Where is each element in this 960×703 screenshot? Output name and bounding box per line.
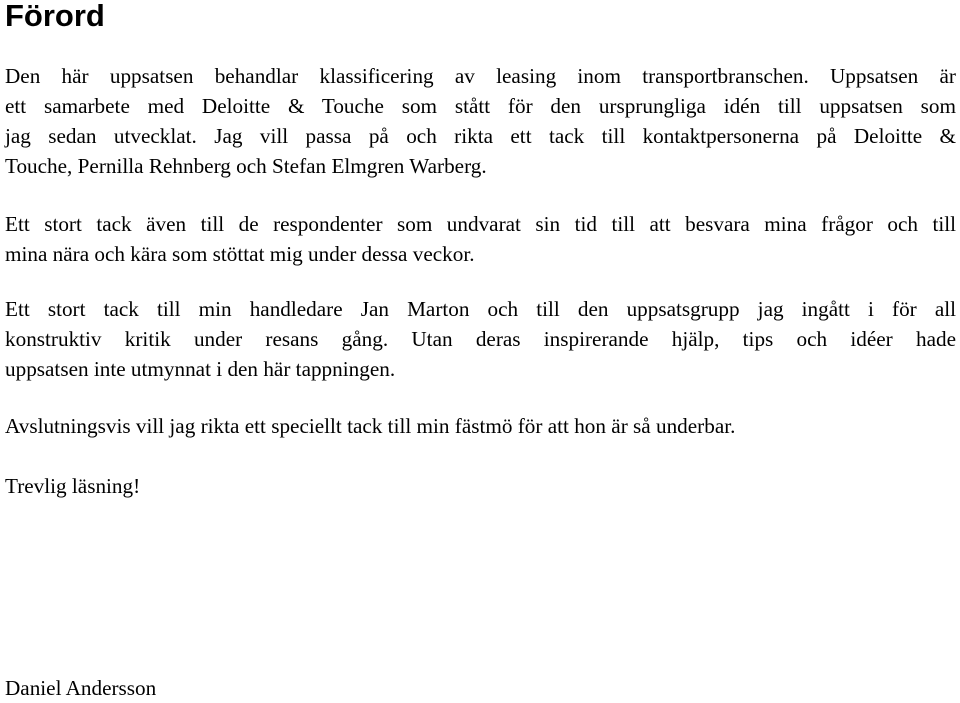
- paragraph-supervisor: [5, 294, 956, 384]
- paragraph-line: mina nära och kära som stöttat mig under dessa veckor.: [5, 242, 475, 266]
- paragraph-greeting: [5, 471, 956, 501]
- paragraph-line: Trevlig läsning!: [5, 474, 141, 498]
- paragraph-line: Avslutningsvis vill jag rikta ett speciellt tack till min fästmö för att hon är så underbar.: [5, 414, 736, 438]
- paragraph-line: Touche, Pernilla Rehnberg och Stefan Elmgren Warberg.: [5, 154, 487, 178]
- author-signature: Daniel Andersson: [5, 676, 157, 700]
- paragraph-line: ett samarbete med Deloitte & Touche som stått för den ursprungliga idén till uppsatsen som: [5, 94, 956, 118]
- paragraph-line: uppsatsen inte utmynnat i den här tappningen.: [5, 357, 396, 381]
- paragraph-line: Ett stort tack till min handledare Jan Marton och till den uppsatsgrupp jag ingått i för all: [5, 297, 956, 321]
- page-title: Förord: [5, 0, 105, 33]
- paragraph-line: Ett stort tack även till de respondenter som undvarat sin tid till att besvara mina frågor och till: [5, 212, 956, 236]
- paragraph-line: jag sedan utvecklat. Jag vill passa på och rikta ett tack till kontaktpersonerna på Deloitte &: [5, 124, 956, 148]
- paragraph-line: Den här uppsatsen behandlar klassificering av leasing inom transportbranschen. Uppsatsen är: [5, 64, 956, 88]
- paragraph-line: konstruktiv kritik under resans gång. Utan deras inspirerande hjälp, tips och idéer hade: [5, 327, 956, 351]
- paragraph-closing: [5, 411, 956, 441]
- paragraph-respondents: [5, 209, 956, 269]
- paragraph-intro: [5, 61, 956, 181]
